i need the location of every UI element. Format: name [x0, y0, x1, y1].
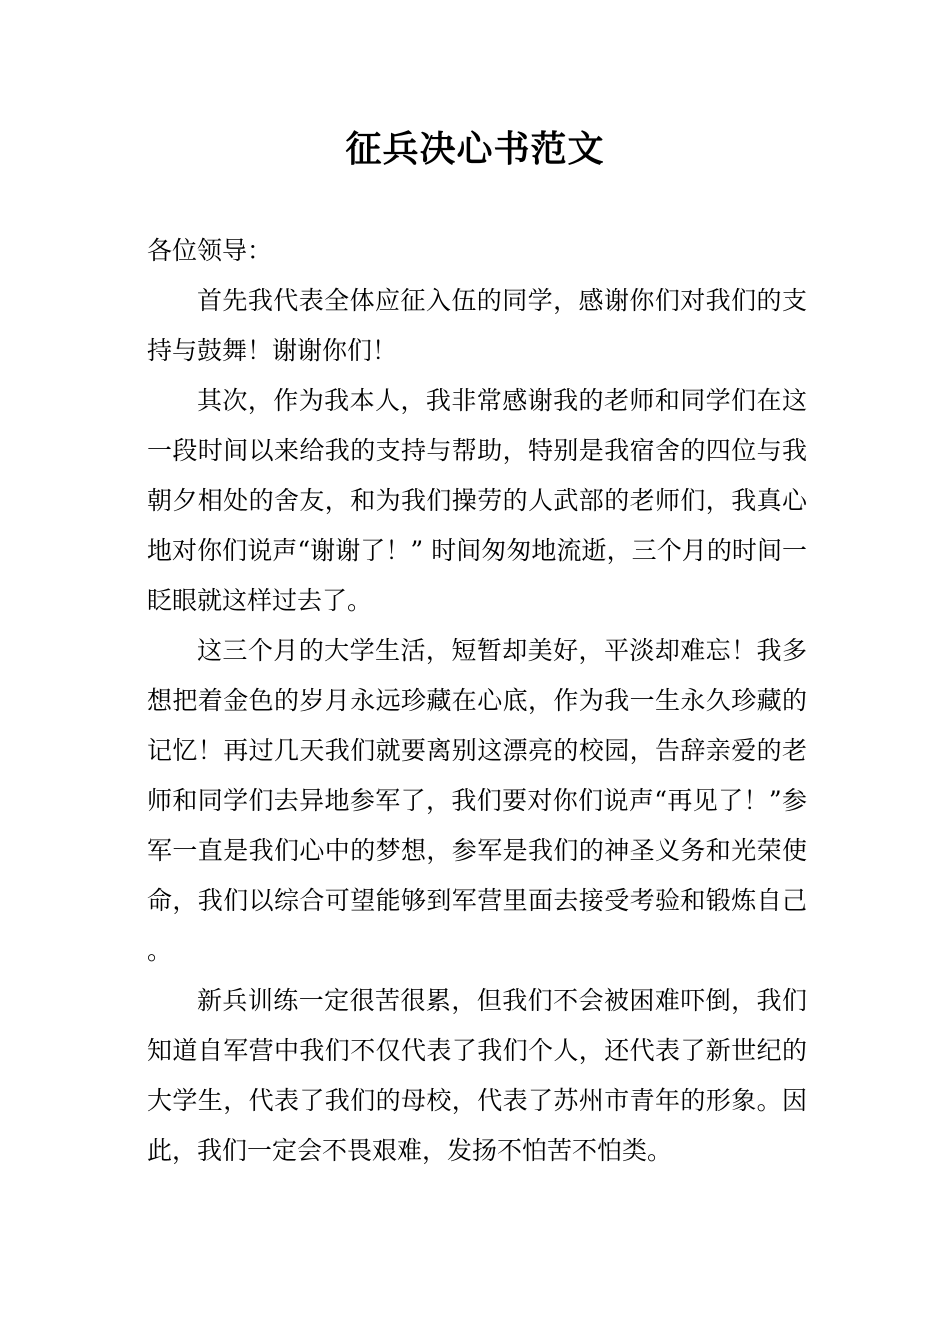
paragraph-2: 其次，作为我本人，我非常感谢我的老师和同学们在这一段时间以来给我的支持与帮助，特别是我宿舍的四位与我朝夕相处的舍友，和为我们操劳的人武部的老师们，我真心地对你们说声“谢谢了！” 时间匆匆地流逝，三个月的时间一眨眼就这样过去了。: [147, 386, 807, 615]
salutation: 各位领导：: [147, 236, 273, 265]
document-body: [147, 226, 807, 1176]
paragraph-3: 这三个月的大学生活，短暂却美好，平淡却难忘！我多想把着金色的岁月永远珍藏在心底，作为我一生永久珍藏的记忆！再过几天我们就要离别这漂亮的校园，告辞亲爱的老师和同学们去异地参军了，我们要对你们说声“再见了！”参军一直是我们心中的梦想，参军是我们的神圣义务和光荣使命，我们以综合可望能够到军营里面去接受考验和锻炼自己。: [147, 636, 807, 965]
paragraph-4: 新兵训练一定很苦很累，但我们不会被困难吓倒，我们知道自军营中我们不仅代表了我们个人，还代表了新世纪的大学生，代表了我们的母校，代表了苏州市青年的形象。因此，我们一定会不畏艰难，发扬不怕苦不怕类。: [147, 986, 807, 1165]
paragraph-1: 首先我代表全体应征入伍的同学，感谢你们对我们的支持与鼓舞！谢谢你们！: [147, 286, 807, 365]
document-title: 征兵决心书范文: [345, 129, 605, 170]
